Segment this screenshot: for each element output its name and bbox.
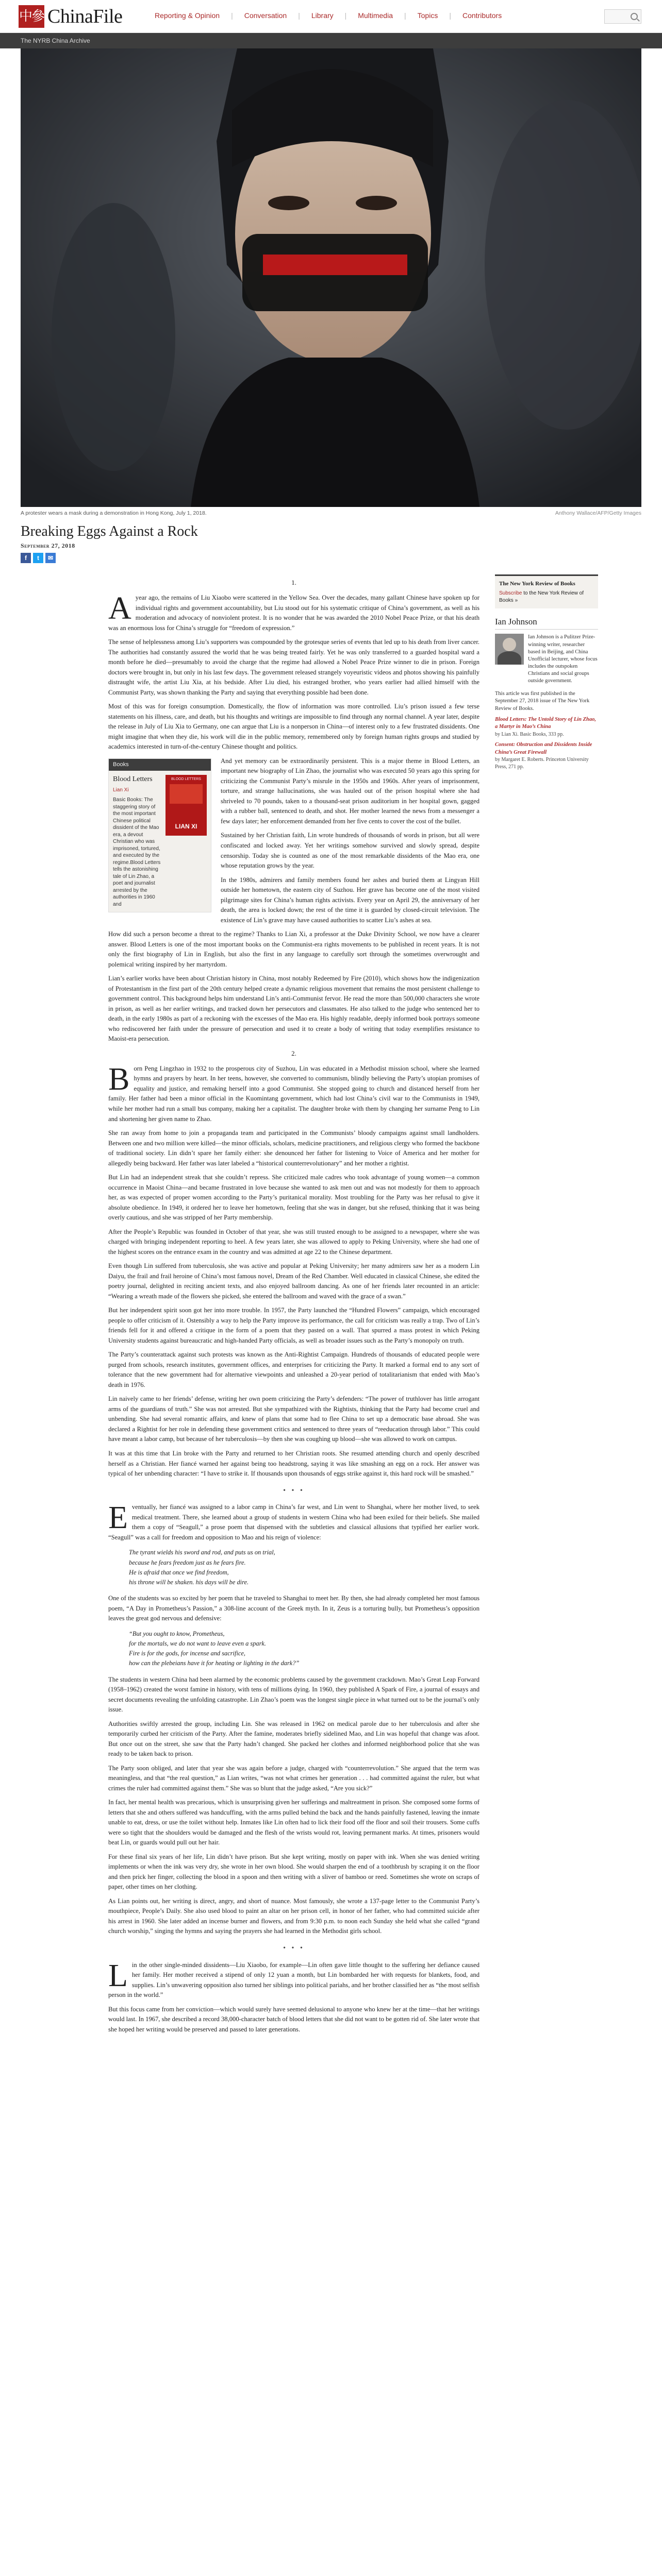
paragraph: She ran away from home to join a propaganda team and participated in the Communists’ bloody campaigns against small landholders. Between one and two million were killed—the minor officials, scholars, medicine practitioners, and religious clergy who formed the backbone of traditional society. Lin didn’t spare her family either: she denounced her father for listening to Voice of America and her mother for allegedly being backward. Her father was later labeled a “historical counterrevolutionary” and her mother a rightist.: [108, 1129, 479, 1167]
site-header: [0, 0, 662, 33]
nav-separator: |: [231, 11, 233, 20]
article-source-note: [495, 690, 598, 771]
paragraph: But Lin had an independent streak that she couldn’t repress. She criticized male cadres who took advantage of young women—a common occurrence in Maoist China—and became frustrated in love because she wanted to ask men out and was not modestly for them to approach her, as was expected of proper women according to the Party’s puritanical morality. Most troubling for the Party was her refusal to give it absolute obedience. In 1949, it ordered her to leave her hometown, feeling that she was in danger, but she refused, thinking that it was being overly cautious, and she was stripped of her Party membership.: [108, 1174, 479, 1222]
book-promo-body: [109, 771, 211, 912]
subscribe-link[interactable]: Subscribe: [499, 590, 522, 597]
reviewed-book-details: by Lian Xi. Basic Books, 333 pp.: [495, 732, 564, 738]
paragraph: After the People’s Republic was founded in October of that year, she was still trusted enough to be assigned to a newspaper, where she was charged with bringing independent reporting to heel. A few years later, she was allowed to apply to Peking University, where she had one of the highest scores on the entrance exam in the country and was admitted at age 22 to the Chinese department.: [108, 1228, 479, 1256]
poem-line: how can the plebeians have it for heating or lighting in the dark?”: [129, 1659, 300, 1667]
poem-line: because he fears freedom just as he fears fire.: [129, 1558, 246, 1566]
poem-line: his throne will be shaken. his days will be dire.: [129, 1578, 249, 1586]
nav-reporting[interactable]: Reporting & Opinion: [155, 11, 220, 20]
nav-topics[interactable]: Topics: [417, 11, 438, 20]
paragraph: In fact, her mental health was precarious, which is unsurprising given her sufferings and maltreatment in prison. She composed some forms of letters that she and others suffered was handcuffing, with the arms pulled behind the back and the hands painfully fastened, leaving the inmate unable to eat, dress, or use the toilet without help. Inmates like Lin often had to lick their food off the floor and soil their trousers. Some cuffs were so tight that the shoulders would be damaged and the flesh of the wrists would rot, leaving permanent marks. At times, prisoners would beat Lin, or guards would pull out her hair.: [108, 1799, 479, 1846]
hero-credit: Anthony Wallace/AFP/Getty Images: [555, 510, 641, 516]
section-divider: • • •: [283, 1944, 305, 1952]
author-avatar[interactable]: [495, 634, 524, 665]
site-logo[interactable]: [19, 5, 122, 28]
paragraph: But her independent spirit soon got her into more trouble. In 1957, the Party launched the “Hundred Flowers” campaign, which encouraged people to offer criticism of it. Ostensibly a way to help the Party improve its performance, the call for criticism was really a trap. Two of Lin’s friends fell for it and offered a critique in the form of a poem that they pasted on a wall. That spurred a mass protest in which Peking University students against bureaucratic and high-handed Party officials, as well as broader issues such as the Party’s monopoly on truth.: [108, 1307, 479, 1344]
paragraph: But this focus came from her conviction—which would surely have seemed delusional to anyone who knew her at the time—that her writings would last. In 1967, she described a record 38,000-character batch of blood letters that she did not want to be gotten rid of. She later wrote that she hoped her writing would be preserved and passed to later generations.: [108, 2005, 479, 2033]
author-row: [495, 634, 598, 685]
nav-separator: |: [449, 11, 451, 20]
twitter-share-icon[interactable]: t: [33, 553, 43, 563]
facebook-share-icon[interactable]: f: [21, 553, 31, 563]
paragraph: Lin the other single-minded dissidents—Liu Xiaobo, for example—Lin often gave little thought to the suffering her defiance caused her family. Her mother received a stipend of only 12 yuan a month, but Lin bombarded her with requests for blankets, food, and supplies. Lin’s unwavering opposition also turned her siblings into political pariahs, and her brother classified her as “the most selfish person in the world.”: [108, 1958, 479, 1999]
poem-excerpt: [129, 1548, 479, 1587]
paragraph: It was at this time that Lin broke with the Party and returned to her Christian roots. She resumed attending church and openly described herself as a Christian. Her fiancé warned her against being too headstrong, saying it was like smashing an egg on a rock. Her answer was typical of her unbending character: “I have to strike it. If thousands upon thousands of eggs strike against it, this hard rock will be smashed.”: [108, 1449, 479, 1478]
reviewed-book-link[interactable]: Consent: Obstruction and Dissidents Inside China’s Great Firewall: [495, 742, 592, 755]
article-date: September 27, 2018: [21, 542, 75, 549]
section-number: 1.: [291, 579, 296, 586]
book-promo-text: [113, 775, 161, 908]
article-title: Breaking Eggs Against a Rock: [21, 523, 198, 539]
poem-line: “But you ought to know, Prometheus,: [129, 1630, 225, 1637]
nav-conversation[interactable]: Conversation: [244, 11, 287, 20]
paragraph: One of the students was so excited by her poem that he traveled to Shanghai to meet her. By then, she had already completed her most famous poem, “A Day in Prometheus’s Passion,” a 308-line account of the Greek myth. In it, Zeus is a torturing bully, but Prometheus’s opposition leaves the great god nervous and defensive:: [108, 1595, 479, 1622]
book-cover-band: [170, 784, 203, 804]
search-icon[interactable]: [631, 13, 638, 20]
paragraph: The sense of helplessness among Liu’s supporters was compounded by the grotesque series of events that led up to his death from liver cancer. The authorities had constantly assured the world that he was being treated fairly. Yet he was only transferred to a guarded hospital ward a month before he died—presumably to avoid the charge that the regime had allowed a Nobel Peace Prize winner to die in prison. Foreign doctors were brought in, but only in his last few days. The government released strangely voyeuristic videos and photos showing his painfully distraught wife, the artist Liu Xia, at his bedside. After Liu died, his estranged brother, who years earlier had allied himself with the Communist Party, was shown thanking the Party and saying that everything possible had been done.: [108, 638, 479, 696]
nav-separator: |: [404, 11, 406, 20]
author-box: [495, 617, 598, 771]
book-promo-title[interactable]: Blood Letters: [113, 775, 153, 783]
reviewed-book-link[interactable]: Blood Letters: The Untold Story of Lin Zhao, a Martyr in Mao’s China: [495, 716, 597, 730]
hero-caption: A protester wears a mask during a demonstration in Hong Kong, July 1, 2018.: [21, 510, 207, 516]
paragraph: The Party soon obliged, and later that year she was again before a judge, charged with “counterrevolution.” She argued that the term was meaningless, and that “the real question,” as Lian writes, “was not what crimes her generation . . . had committed against the ruler, but what crimes the ruler had committed against them.” She was so blunt that the judge asked, “Are you sick?”: [108, 1764, 479, 1792]
section-bar-label[interactable]: The NYRB China Archive: [0, 33, 662, 48]
logo-text: ChinaFile: [47, 6, 123, 27]
paragraph: Authorities swiftly arrested the group, including Lin. She was released in 1962 on medical parole due to her tuberculosis and after she temporarily curbed her criticism of the Party. After the famine, moderates briefly sidelined Mao, and Lin was hopeful that change was afoot. But once out on the street, she saw that the Party hadn’t changed. She packed her clothes and informed neighborhood police that she was ready to be taken back to prison.: [108, 1720, 479, 1758]
section-bar: [0, 33, 662, 48]
main-nav: [155, 11, 502, 20]
article-sidebar: [495, 574, 598, 771]
article-body: [108, 574, 479, 2039]
email-share-icon[interactable]: ✉: [45, 553, 56, 563]
nav-multimedia[interactable]: Multimedia: [358, 11, 393, 20]
paragraph: Most of this was for foreign consumption. Domestically, the flow of information was more controlled. Liu’s prison issued a few terse statements on his illness, care, and death, but his thoughts and writings are impossible to find through any normal channel. A year later, despite the release in July of Liu Xia to Germany, one can argue that Liu is a nonperson in China—of interest only to a few frustrated dissidents. One might imagine that when they die, his work will die in the public memory, remembered only by foreign human rights groups and studied by academics interested in turn-of-the-century Chinese thought and politics.: [108, 703, 479, 751]
book-promo-author[interactable]: Lian Xi: [113, 787, 129, 793]
nav-contributors[interactable]: Contributors: [462, 11, 502, 20]
author-name[interactable]: Ian Johnson: [495, 617, 598, 630]
section-number: 2.: [291, 1049, 296, 1057]
book-promo-description: Basic Books: The staggering story of the most important Chinese political dissident of the Mao era, a devout Christian who was imprisoned, tortured, and executed by the regime.Blood Letters tells the astonishing tale of Lin Zhao, a poet and journalist arrested by the authorities in 1960 and: [113, 797, 161, 907]
nav-separator: |: [298, 11, 300, 20]
paragraph: Ayear ago, the remains of Liu Xiaobo were scattered in the Yellow Sea. Over the decades, many gallant Chinese have spoken up for individual rights and government accountability, but Liu stood out for his systematic critique of China’s government, as well as his moderation and advocacy of nonviolent protest. It is no wonder that he was awarded the 2010 Nobel Peace Prize, or that his death was an enormous loss for China’s struggle for “freedom of expression.”: [108, 591, 479, 632]
paragraph: For these final six years of her life, Lin didn’t have prison. But she kept writing, mostly on paper with ink. When she was denied writing implements or when the ink was very dry, she wrote in her own blood. She would sharpen the end of a toothbrush by scraping it on the floor and then prick her finger, collecting the blood in a spoon and then writing with a sliver of bamboo or reed. Sometimes she wrote on scraps of paper, other times on her clothing.: [108, 1853, 479, 1891]
paragraph: Lin naively came to her friends’ defense, writing her own poem criticizing the Party’s defenders: “The power of truthlover has little arrogant arms of the guardians of truth.” She was not arrested. But she sympathized with the Rightists, thinking that the Party had become cruel and unbending. She had several romantic affairs, and knew of plans that some had to flee China to set up a democratic base abroad. She was declared a Rightist for her role in defending these government critics and sentenced to three years of “reeducation through labor.” This could have meant a labor camp, but because of her tuberculosis—by then she was coughing up blood—she was allowed to work on campus.: [108, 1395, 479, 1443]
section-divider: • • •: [283, 1486, 305, 1495]
share-buttons: [21, 553, 641, 563]
book-promo-box[interactable]: [108, 758, 211, 912]
poem-line: The tyrant wields his sword and rod, and puts us on trial,: [129, 1549, 275, 1556]
paragraph: The students in western China had been alarmed by the economic problems caused by the government crackdown. Mao’s Great Leap Forward (1958–1962) created the worst famine in history, with tens of millions dying. In 1960, they published A Spark of Fire, a journal of essays and secret documents revealing the unfolding catastrophe. Lin Zhao’s poem was the longest single piece in what turned out to be the journal’s only issue.: [108, 1675, 479, 1714]
paragraph: Born Peng Lingzhao in 1932 to the prosperous city of Suzhou, Lin was educated in a Methodist mission school, where she learned hymns and prayers by heart. In her teens, however, she converted to communism, blindly believing the Party’s utopian promises of equality and justice, and remaking herself into a good Communist. She stopped going to church and distanced herself from her family. Her father had been a minor official in the Kuomintang government, which had lost China’s civil war to the Communists in 1949, while her mother had run a small bus company, making her a capitalist. The daughter broke with them by changing her surname Peng to Lin and shortening her given name to Zhao.: [108, 1061, 479, 1123]
paragraph: How did such a person become a threat to the regime? Thanks to Lian Xi, a professor at the Duke Divinity School, we now have a clearer answer. Blood Letters is one of the most important books on the Communist-era rights movements to be published in recent years. It is not only the first biography of Lin in English, but also the first in any language to carefully sort through the sometimes overwrought and polemical writing inspired by her martyrdom.: [108, 930, 479, 968]
hero-photo-illustration: [21, 48, 641, 507]
book-cover-title: BLOOD LETTERS: [171, 777, 201, 781]
book-cover-author: LIAN XI: [175, 823, 197, 831]
paragraph: As Lian points out, her writing is direct, angry, and short of nuance. Most famously, she wrote a 137-page letter to the Communist Party’s mouthpiece, People’s Daily. She also used blood to paint an altar on her prison cell, in honor of her father, who had committed suicide after his arrest in 1960. She later added an incense burner and flowers, and from 9:30 p.m. to noon each Sunday she held what she called “grand church worship,” singing the hymns and saying the prayers she had learned in the Methodist girls school.: [108, 1897, 479, 1935]
poem-line: He is afraid that once we find freedom,: [129, 1568, 229, 1576]
reviewed-book-details: by Margaret E. Roberts. Princeton University Press, 271 pp.: [495, 757, 589, 770]
paragraph: Eventually, her fiancé was assigned to a labor camp in China’s far west, and Lin went to Shanghai, where her mother lived, to seek medical treatment. There, she learned about a group of students in western China who had been exiled for their beliefs. She mailed them a copy of “Seagull,” a prose poem that dispensed with the subtleties and classical allusions that typified her earlier work. “Seagull” was a call for freedom and opposition to Mao and his reign of violence:: [108, 1500, 479, 1541]
paragraph: In the 1980s, admirers and family members found her ashes and buried them at Lingyan Hill outside her hometown, the eastern city of Suzhou. Her grave has become one of the most visited pilgrimage sites for China’s human rights activists. Every year on April 29, the anniversary of her death, the area is locked down; the rest of the time it is guarded by closed-circuit television. The existence of Lin’s grave may have caused authorities to scatter Liu’s ashes at sea.: [221, 876, 479, 924]
paragraph: The Party’s counterattack against such protests was known as the Anti-Rightist Campaign. Hundreds of thousands of educated people were purged from schools, research institutes, government offices, and enterprises for criticizing the Party. It marked a formal end to any sort of tolerance that the new government had for alternative viewpoints and unleashed a 20-year period of totalitarianism that ended with Mao’s death in 1976.: [108, 1351, 479, 1388]
hero-caption-row: [21, 510, 641, 516]
author-bio: Ian Johnson is a Pulitzer Prize-winning writer, researcher based in Beijing, and China Unofficial lecturer, whose focus includes the outspoken Christians and social groups outside government.: [528, 634, 598, 684]
logo-mark: 中參: [19, 5, 44, 28]
nav-separator: |: [344, 11, 347, 20]
hero-image: [21, 48, 641, 507]
subscribe-text: to the New York Review of Books »: [499, 590, 584, 604]
subscribe-title: The New York Review of Books: [499, 581, 575, 587]
paragraph: Sustained by her Christian faith, Lin wrote hundreds of thousands of words in prison, but all were confiscated and locked away. Yet her writings somehow survived and slowly spread, despite censorship. Today she is counted as one of the most remarkable dissidents of the Mao era, one whose reputation grows by the year.: [221, 832, 479, 870]
paragraph: And yet memory can be extraordinarily persistent. This is a major theme in Blood Letters, an important new biography of Lin Zhao, the journalist who was executed 50 years ago this spring for criticizing the Communist Party’s misrule in the 1950s and 1960s. After years of imprisonment, torture, and strange hallucinations, she was hauled out of the prison hospital where she had shriveled to 70 pounds, taken to a thousand-seat prison auditorium in her hospital gown, gagged with a rubber ball, sentenced to death, and shot. Her mother learned the news from a messenger a few days later; her enforcement demanded from her five cents to cover the cost of the bullet.: [221, 757, 479, 825]
poem-line: for the mortals, we do not want to leave even a spark.: [129, 1639, 267, 1647]
paragraph: Even though Lin suffered from tuberculosis, she was active and popular at Peking University; her many admirers saw her as a modern Lin Daiyu, the frail and frail heroine of China’s most famous novel, Dream of the Red Chamber. Well educated in classical Chinese, she edited the poetry journal, delighted in reciting ancient texts, and also enjoyed ballroom dancing. As one of her friends later recounted in an article: “Wearing a wreath made of the flowers she picked, she entered the ballroom and waved with the grace of a swan.”: [108, 1262, 479, 1300]
book-cover-image[interactable]: [166, 775, 207, 836]
article-wrap: [21, 574, 641, 2576]
article-header: [21, 523, 641, 563]
book-promo-label: Books: [109, 759, 211, 771]
subscribe-box: [495, 574, 598, 608]
poem-excerpt: [129, 1629, 479, 1669]
paragraph: Lian’s earlier works have been about Christian history in China, most notably Redeemed by Fire (2010), which shows how the indigenization of Protestantism in the first part of the 20th century helped create a dynamic religious movement that remains the most persistent challenge to government control. This background helps him understand Lin’s anti-Communist fervor. He read the more than 500,000 characters she wrote in prison, as well as her earlier writings, and tracked down her persecutors and classmates. He also talked to the judge who sentenced her to death, in the early 1980s as part of a reckoning with the excesses of the Mao era. His highly readable, deeply informed book portrays someone who rediscovered her faith under the pressure of persecution and used it to create a body of writing that today exemplifies resistance to Maoist-era persecution.: [108, 975, 479, 1043]
nav-library[interactable]: Library: [311, 11, 334, 20]
search-box[interactable]: [604, 9, 641, 24]
poem-line: Fire is for the gods, for incense and sacrifice,: [129, 1650, 245, 1657]
source-intro: This article was first published in the September 27, 2018 issue of The New York Review of Books.: [495, 690, 590, 711]
